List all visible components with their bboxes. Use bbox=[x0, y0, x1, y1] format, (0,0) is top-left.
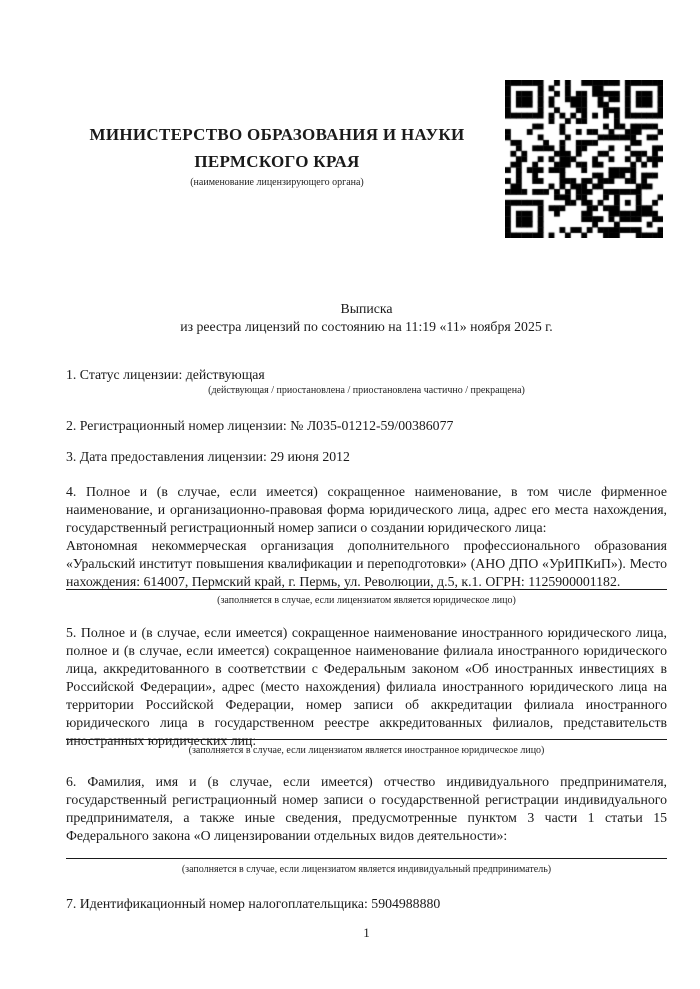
item-1-license-status: 1. Статус лицензии: действующая bbox=[66, 367, 265, 382]
document-title bbox=[66, 300, 667, 336]
item-4-value: Автономная некоммерческая организация дополнительного профессионального образования «Уральский институт повышения квалификации и переподготовки» (АНО ДПО «УрИПКиП»). Место нахождения: 614007, Пермский край, г. Пермь, ул. Революции, д.5, к.1. ОГРН: 1125900001182. bbox=[66, 538, 667, 589]
licensing-authority-header bbox=[40, 121, 514, 189]
item-4-label: 4. Полное и (в случае, если имеется) сокращенное наименование, в том числе фирменное наименование, и организационно-правовая форма юридического лица, адрес его места нахождения, государственный регистрационный номер записи о создании юридического лица: bbox=[66, 484, 667, 535]
item-6-caption: (заполняется в случае, если лицензиатом является индивидуальный предприниматель) bbox=[181, 864, 552, 875]
item-6-individual-entrepreneur: 6. Фамилия, имя и (в случае, если имеется) отчество индивидуального предпринимателя, государственный регистрационный номер записи о государственной регистрации индивидуального предпринимателя, а также иные сведения, предусмотренные пунктом 3 части 1 статьи 15 Федерального закона «О лицензировании отдельных видов деятельности»: bbox=[66, 774, 667, 843]
ministry-name-line2: ПЕРМСКОГО КРАЯ bbox=[194, 152, 360, 171]
fill-line-legal-entity bbox=[66, 589, 667, 590]
item-5-foreign-entity: 5. Полное и (в случае, если имеется) сокращенное наименование иностранного юридического лица, полное и (в случае, если имеется) сокращенное наименование филиала иностранного юридического лица, аккредитованного в соответствии с Федеральным законом «Об иностранных инвестициях в Российской Федерации», адрес (место нахождения) филиала иностранного юридического лица на территории Российской Федерации, номер записи об аккредитации филиала иностранного юридического лица в государственном реестре аккредитованных филиалов, представительств иностранных юридических лиц: bbox=[66, 625, 667, 748]
fill-line-foreign-entity bbox=[66, 739, 667, 740]
title-line1: Выписка bbox=[340, 301, 393, 316]
ministry-name-line1: МИНИСТЕРСТВО ОБРАЗОВАНИЯ И НАУКИ bbox=[89, 125, 465, 144]
item-5-caption: (заполняется в случае, если лицензиатом является иностранное юридическое лицо) bbox=[188, 745, 545, 756]
authority-name-caption: (наименование лицензирующего органа) bbox=[190, 177, 364, 188]
title-line2: из реестра лицензий по состоянию на 11:19 «11» ноября 2025 г. bbox=[180, 319, 553, 334]
item-4-legal-entity bbox=[66, 483, 667, 591]
page-number: 1 bbox=[363, 925, 370, 940]
fill-line-individual bbox=[66, 858, 667, 859]
item-2-registration-number: 2. Регистрационный номер лицензии: № Л035-01212-59/00386077 bbox=[66, 418, 454, 433]
qr-code-icon bbox=[505, 80, 663, 238]
item-1-caption: (действующая / приостановлена / приостановлена частично / прекращена) bbox=[208, 385, 525, 396]
item-3-grant-date: 3. Дата предоставления лицензии: 29 июня 2012 bbox=[66, 449, 350, 464]
item-4-caption: (заполняется в случае, если лицензиатом является юридическое лицо) bbox=[217, 595, 516, 606]
item-7-taxpayer-number: 7. Идентификационный номер налогоплательщика: 5904988880 bbox=[66, 896, 441, 911]
